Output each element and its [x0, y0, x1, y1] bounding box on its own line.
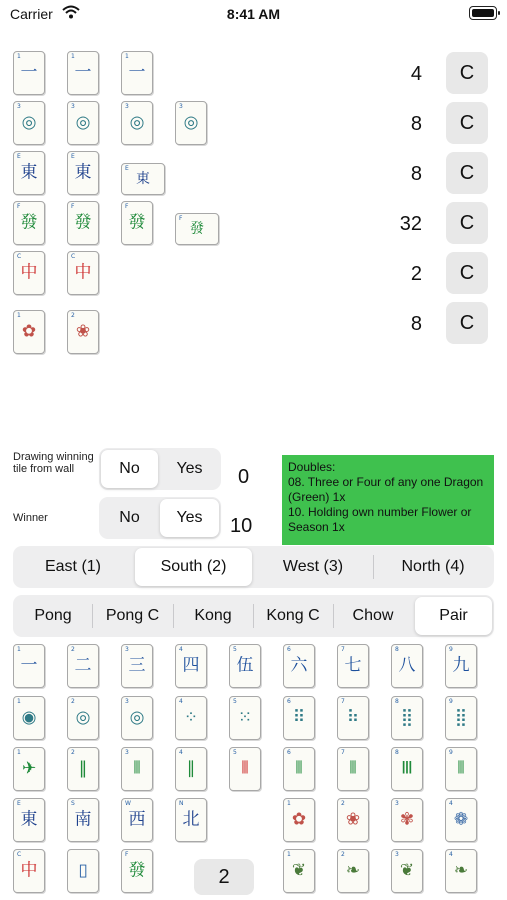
- bamboo-4-tile[interactable]: [175, 747, 207, 791]
- character-9-tile[interactable]: [445, 644, 477, 688]
- doubles-line: 10. Holding own number Flower or Season 1x: [288, 505, 472, 534]
- tile-corner-index: 5: [233, 646, 237, 653]
- tile-corner-index: E: [125, 165, 129, 172]
- circle-8-tile[interactable]: [391, 696, 423, 740]
- tile-glyph: ❀: [75, 321, 91, 342]
- character-5-tile[interactable]: [229, 644, 261, 688]
- wind-option-north[interactable]: North (4): [401, 558, 465, 575]
- circle-4-tile[interactable]: [175, 696, 207, 740]
- tile-glyph: 一: [74, 62, 92, 83]
- tile-glyph: ⦀: [457, 758, 465, 779]
- drawing-no-option[interactable]: No: [101, 450, 158, 488]
- winner-no-option[interactable]: No: [119, 509, 140, 526]
- drawing-yes-option[interactable]: Yes: [176, 460, 203, 477]
- red-dragon-tile[interactable]: [13, 849, 45, 893]
- tile-glyph: ❧: [345, 860, 361, 881]
- tile-glyph: ✾: [399, 809, 415, 830]
- circle-3-tile[interactable]: [175, 101, 207, 145]
- character-6-tile[interactable]: [283, 644, 315, 688]
- flower-2-tile[interactable]: [337, 798, 369, 842]
- tile-corner-index: C: [71, 253, 76, 260]
- tile-corner-index: 2: [71, 749, 75, 756]
- tile-corner-index: 8: [395, 698, 399, 705]
- meld-option-pong[interactable]: Pong: [34, 607, 72, 624]
- tile-corner-index: F: [71, 203, 75, 210]
- tile-corner-index: 1: [71, 53, 75, 60]
- row-score: 8: [410, 163, 422, 185]
- tile-corner-index: 1: [17, 698, 21, 705]
- tile-glyph: 東: [20, 162, 38, 183]
- drawing-points-value: 0: [238, 466, 250, 488]
- tile-corner-index: F: [125, 851, 129, 858]
- bamboo-3-tile[interactable]: [121, 747, 153, 791]
- doubles-panel: [282, 455, 494, 545]
- tile-corner-index: 1: [17, 312, 21, 319]
- tile-glyph: ◉: [21, 707, 37, 728]
- tile-glyph: 六: [290, 655, 308, 676]
- tile-corner-index: 2: [71, 312, 75, 319]
- character-8-tile[interactable]: [391, 644, 423, 688]
- bamboo-6-tile[interactable]: [283, 747, 315, 791]
- tile-corner-index: 6: [287, 646, 291, 653]
- tile-corner-index: 7: [341, 646, 345, 653]
- tile-corner-index: 5: [233, 698, 237, 705]
- bamboo-2-tile[interactable]: [67, 747, 99, 791]
- tile-glyph: ◎: [129, 707, 145, 728]
- season-2-tile[interactable]: [337, 849, 369, 893]
- tile-glyph: 西: [128, 809, 146, 830]
- north-wind-tile[interactable]: [175, 798, 207, 842]
- tile-corner-index: S: [71, 800, 75, 807]
- green-dragon-tile[interactable]: [121, 849, 153, 893]
- tile-glyph: ✿: [21, 321, 37, 342]
- meld-option-kong[interactable]: Kong: [194, 607, 232, 624]
- flower-1-tile[interactable]: [283, 798, 315, 842]
- circle-1-tile[interactable]: [13, 696, 45, 740]
- drawing-from-wall-label: Drawing winning tile from wall: [13, 451, 94, 475]
- meld-option-chow[interactable]: Chow: [352, 607, 394, 624]
- clear-row-button[interactable]: C: [446, 152, 488, 194]
- tile-glyph: ✿: [291, 809, 307, 830]
- tile-corner-index: F: [125, 203, 129, 210]
- tile-glyph: ▯: [78, 860, 88, 881]
- wind-option-west[interactable]: West (3): [282, 558, 344, 575]
- clock: 8:41 AM: [226, 6, 281, 22]
- tile-corner-index: 3: [125, 749, 129, 756]
- tile-corner-index: 3: [125, 698, 129, 705]
- tile-glyph: ⦀: [133, 758, 141, 779]
- tile-corner-index: F: [17, 203, 21, 210]
- battery-icon: [469, 6, 497, 20]
- wind-option-south[interactable]: South (2): [135, 548, 252, 586]
- character-7-tile[interactable]: [337, 644, 369, 688]
- tile-glyph: ⠿: [292, 707, 306, 728]
- tile-corner-index: 8: [395, 646, 399, 653]
- red-dragon-tile[interactable]: [13, 251, 45, 295]
- tile-corner-index: 1: [17, 53, 21, 60]
- bamboo-7-tile[interactable]: [337, 747, 369, 791]
- clear-row-button[interactable]: C: [446, 302, 488, 344]
- carrier-label: Carrier: [10, 6, 53, 22]
- tile-glyph: ◎: [75, 112, 91, 133]
- bamboo-9-tile[interactable]: [445, 747, 477, 791]
- winner-points-value: 10: [230, 515, 253, 537]
- row-score: 8: [410, 113, 422, 135]
- tile-glyph: 中: [20, 860, 38, 881]
- meld-option-pair[interactable]: Pair: [415, 597, 492, 635]
- tile-glyph: ⣿: [400, 707, 414, 728]
- tile-corner-index: E: [71, 153, 75, 160]
- tile-glyph: ∥: [186, 758, 196, 779]
- circle-2-tile[interactable]: [67, 696, 99, 740]
- tile-glyph: ✈: [21, 758, 37, 779]
- tile-glyph: 八: [398, 655, 416, 676]
- status-bar: [0, 0, 507, 30]
- bamboo-5-tile[interactable]: [229, 747, 261, 791]
- circle-5-tile[interactable]: [229, 696, 261, 740]
- clear-row-button[interactable]: C: [446, 102, 488, 144]
- tile-glyph: 東: [136, 171, 150, 187]
- tile-glyph: ❀: [345, 809, 361, 830]
- tile-glyph: 二: [74, 655, 92, 676]
- bamboo-8-tile[interactable]: [391, 747, 423, 791]
- tile-corner-index: C: [17, 851, 22, 858]
- white-dragon-tile[interactable]: [67, 849, 99, 893]
- character-2-tile[interactable]: [67, 644, 99, 688]
- tile-glyph: 東: [74, 162, 92, 183]
- flower-4-tile[interactable]: [445, 798, 477, 842]
- tile-glyph: 七: [344, 655, 362, 676]
- character-1-tile[interactable]: [13, 51, 45, 95]
- circle-7-tile[interactable]: [337, 696, 369, 740]
- tile-glyph: 中: [20, 262, 38, 283]
- tile-glyph: ◎: [21, 112, 37, 133]
- tile-corner-index: 2: [71, 698, 75, 705]
- clear-row-button[interactable]: C: [446, 252, 488, 294]
- tile-corner-index: C: [17, 253, 22, 260]
- tile-glyph: 伍: [236, 655, 254, 676]
- clear-row-button[interactable]: C: [446, 202, 488, 244]
- row-score: 32: [399, 213, 422, 235]
- circle-6-tile[interactable]: [283, 696, 315, 740]
- tile-corner-index: F: [179, 215, 183, 222]
- winner-label: Winner: [13, 512, 48, 524]
- tile-glyph: Ⅲ: [401, 758, 413, 779]
- character-4-tile[interactable]: [175, 644, 207, 688]
- circle-3-tile[interactable]: [13, 101, 45, 145]
- drawing-from-wall-toggle: [99, 448, 221, 490]
- bamboo-1-tile[interactable]: [13, 747, 45, 791]
- winner-yes-option[interactable]: Yes: [160, 499, 219, 537]
- tile-corner-index: 1: [17, 749, 21, 756]
- season-4-tile[interactable]: [445, 849, 477, 893]
- tile-glyph: ⦀: [295, 758, 303, 779]
- tile-glyph: 發: [128, 212, 146, 233]
- red-dragon-tile[interactable]: [67, 251, 99, 295]
- tile-corner-index: 3: [179, 103, 183, 110]
- tile-glyph: 發: [74, 212, 92, 233]
- tile-corner-index: 2: [71, 646, 75, 653]
- tile-glyph: ◎: [129, 112, 145, 133]
- circle-3-tile[interactable]: [121, 101, 153, 145]
- meld-type-selector: [13, 595, 494, 637]
- tile-corner-index: 4: [179, 646, 183, 653]
- character-1-tile[interactable]: [121, 51, 153, 95]
- tile-corner-index: 3: [125, 646, 129, 653]
- circle-3-tile[interactable]: [121, 696, 153, 740]
- tile-corner-index: E: [17, 800, 21, 807]
- meld-option-kong-concealed[interactable]: Kong C: [266, 607, 320, 624]
- tile-corner-index: 4: [179, 698, 183, 705]
- tile-glyph: 南: [74, 809, 92, 830]
- tile-glyph: 一: [20, 62, 38, 83]
- tile-corner-index: 8: [395, 749, 399, 756]
- tile-glyph: ❧: [453, 860, 469, 881]
- tile-glyph: ◎: [75, 707, 91, 728]
- tile-corner-index: 9: [449, 749, 453, 756]
- tile-corner-index: 3: [71, 103, 75, 110]
- tile-corner-index: 4: [449, 800, 453, 807]
- tile-glyph: ⠷: [346, 707, 360, 728]
- east-wind-tile[interactable]: [67, 151, 99, 195]
- tile-glyph: 發: [190, 221, 204, 237]
- clear-row-button[interactable]: C: [446, 52, 488, 94]
- tile-glyph: ‖: [78, 758, 88, 779]
- green-dragon-tile[interactable]: [13, 201, 45, 245]
- tile-corner-index: 1: [287, 851, 291, 858]
- tile-corner-index: 3: [395, 851, 399, 858]
- flower-1-tile[interactable]: [13, 310, 45, 354]
- tile-corner-index: 9: [449, 646, 453, 653]
- tile-corner-index: 1: [287, 800, 291, 807]
- tile-glyph: 三: [128, 655, 146, 676]
- tile-glyph: ❁: [453, 809, 469, 830]
- tile-glyph: ❦: [291, 860, 307, 881]
- east-wind-tile[interactable]: [121, 163, 165, 195]
- east-wind-tile[interactable]: [13, 151, 45, 195]
- circle-9-tile[interactable]: [445, 696, 477, 740]
- tile-glyph: ⁙: [237, 707, 253, 728]
- tile-glyph: ⣿: [454, 707, 468, 728]
- tile-glyph: 東: [20, 809, 38, 830]
- tile-corner-index: 4: [179, 749, 183, 756]
- wind-option-east[interactable]: East (1): [44, 558, 101, 575]
- tile-glyph: 北: [182, 809, 200, 830]
- tile-corner-index: 7: [341, 698, 345, 705]
- tile-corner-index: 9: [449, 698, 453, 705]
- east-wind-tile[interactable]: [13, 798, 45, 842]
- row-score: 8: [410, 313, 422, 335]
- green-dragon-tile[interactable]: [121, 201, 153, 245]
- tile-corner-index: N: [179, 800, 184, 807]
- tile-corner-index: 7: [341, 749, 345, 756]
- tile-glyph: 發: [20, 212, 38, 233]
- row-score: 2: [410, 263, 422, 285]
- tile-glyph: ⦀: [241, 758, 249, 779]
- character-1-tile[interactable]: [67, 51, 99, 95]
- tile-corner-index: 1: [125, 53, 129, 60]
- tile-glyph: 發: [128, 860, 146, 881]
- winner-toggle: [99, 497, 221, 539]
- character-3-tile[interactable]: [121, 644, 153, 688]
- flower-3-tile[interactable]: [391, 798, 423, 842]
- tile-glyph: 九: [452, 655, 470, 676]
- season-1-tile[interactable]: [283, 849, 315, 893]
- tile-corner-index: W: [125, 800, 131, 807]
- tile-corner-index: 3: [17, 103, 21, 110]
- tile-corner-index: 5: [233, 749, 237, 756]
- south-wind-tile[interactable]: [67, 798, 99, 842]
- tile-corner-index: 6: [287, 698, 291, 705]
- tile-corner-index: E: [17, 153, 21, 160]
- tile-corner-index: 1: [17, 646, 21, 653]
- tile-corner-index: 6: [287, 749, 291, 756]
- tile-glyph: ❦: [399, 860, 415, 881]
- doubles-title: Doubles:: [288, 460, 336, 474]
- tile-corner-index: 2: [341, 851, 345, 858]
- tile-corner-index: 3: [125, 103, 129, 110]
- season-3-tile[interactable]: [391, 849, 423, 893]
- row-score: 4: [410, 63, 422, 85]
- tile-corner-index: 4: [449, 851, 453, 858]
- green-dragon-tile[interactable]: [67, 201, 99, 245]
- tile-glyph: ⁘: [183, 707, 199, 728]
- wind-selector: [13, 546, 494, 588]
- tile-glyph: 一: [128, 62, 146, 83]
- tile-corner-index: 2: [341, 800, 345, 807]
- tile-count-button[interactable]: 2: [194, 859, 254, 895]
- west-wind-tile[interactable]: [121, 798, 153, 842]
- tile-glyph: ◎: [183, 112, 199, 133]
- doubles-line: 08. Three or Four of any one Dragon (Green) 1x: [288, 475, 484, 504]
- circle-3-tile[interactable]: [67, 101, 99, 145]
- tile-corner-index: 3: [395, 800, 399, 807]
- tile-glyph: 四: [182, 655, 200, 676]
- character-1-tile[interactable]: [13, 644, 45, 688]
- tile-glyph: ⦀: [349, 758, 357, 779]
- green-dragon-tile[interactable]: [175, 213, 219, 245]
- tile-glyph: 中: [74, 262, 92, 283]
- meld-option-pong-concealed[interactable]: Pong C: [105, 607, 160, 624]
- tile-glyph: 一: [20, 655, 38, 676]
- flower-2-tile[interactable]: [67, 310, 99, 354]
